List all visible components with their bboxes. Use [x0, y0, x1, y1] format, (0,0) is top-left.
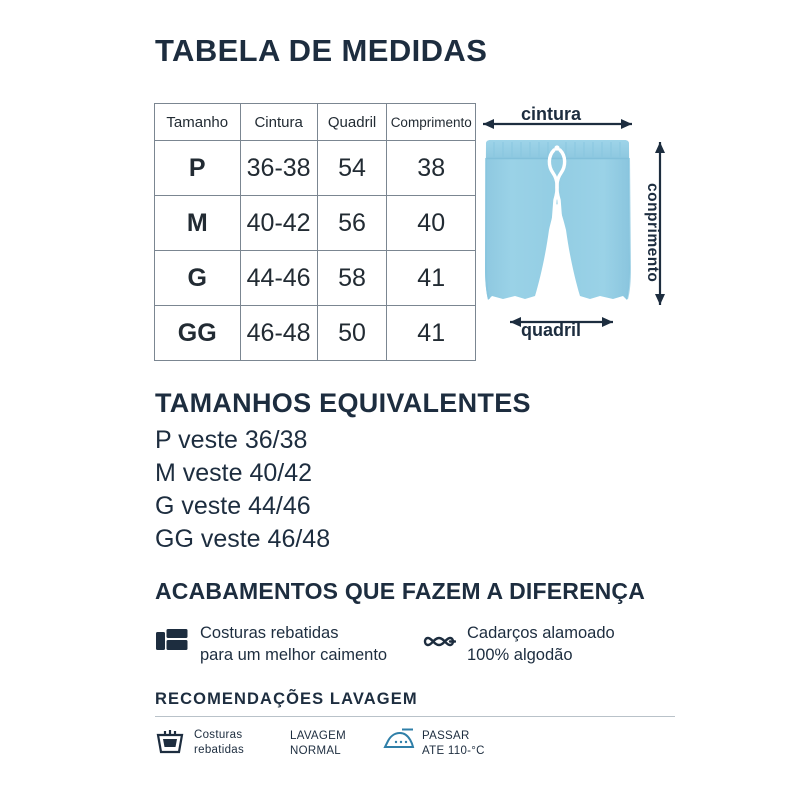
finishings-list — [155, 620, 675, 676]
list-item-text — [422, 728, 485, 759]
iron-icon — [383, 728, 413, 756]
diagram-label-comprimento: conprimento — [644, 183, 661, 283]
column-header-cintura: Cintura — [240, 104, 317, 141]
cell-tamanho: P — [155, 141, 241, 196]
list-item: P veste 36/38 — [155, 426, 308, 454]
line-1: Costuras rebatidas — [200, 624, 339, 642]
diagram-label-cintura: cintura — [521, 104, 582, 124]
column-header-quadril: Quadril — [317, 104, 387, 141]
line-2: 100% algodão — [467, 646, 573, 664]
list-item — [155, 622, 387, 666]
line-2: para um melhor caimento — [200, 646, 388, 664]
shorts-diagram — [470, 100, 695, 350]
line-2: rebatidas — [194, 744, 245, 756]
wash-heading: RECOMENDAÇÕES LAVAGEM — [155, 690, 418, 708]
table-row — [155, 196, 476, 251]
cell-cintura: 46-48 — [240, 306, 317, 361]
line-1: Costuras — [194, 729, 243, 741]
line-2: ATE 110-°C — [422, 745, 485, 757]
line-2: NORMAL — [290, 745, 342, 757]
finishings-heading: ACABAMENTOS QUE FAZEM A DIFERENÇA — [155, 578, 646, 604]
line-1: Cadarços alamoado — [467, 624, 615, 642]
equivalents-heading: TAMANHOS EQUIVALENTES — [155, 388, 531, 418]
cell-quadril: 58 — [317, 251, 387, 306]
quadril-arrow — [510, 317, 613, 327]
list-item — [290, 728, 346, 759]
page-title: TABELA DE MEDIDAS — [155, 33, 488, 68]
wash-list — [155, 728, 675, 774]
diagram-label-quadril: quadril — [521, 320, 582, 340]
table-header-row — [155, 104, 476, 141]
list-item-text — [194, 728, 244, 758]
line-1: LAVAGEM — [290, 730, 346, 742]
cell-comprimento: 40 — [387, 196, 476, 251]
cell-comprimento: 41 — [387, 306, 476, 361]
divider — [155, 716, 675, 717]
cell-tamanho: GG — [155, 306, 241, 361]
column-header-tamanho: Tamanho — [155, 104, 241, 141]
equivalents-list — [155, 424, 330, 556]
comprimento-arrow — [655, 142, 665, 305]
table-row — [155, 141, 476, 196]
wash-tub-icon — [155, 728, 185, 756]
list-item: G veste 44/46 — [155, 492, 311, 520]
table-row — [155, 251, 476, 306]
folded-seam-icon — [155, 624, 189, 658]
table-row — [155, 306, 476, 361]
cell-cintura: 36-38 — [240, 141, 317, 196]
shorts-illustration — [485, 140, 630, 300]
cell-cintura: 40-42 — [240, 196, 317, 251]
cell-comprimento: 38 — [387, 141, 476, 196]
cell-quadril: 50 — [317, 306, 387, 361]
list-item: GG veste 46/48 — [155, 525, 331, 553]
drawstring-lace-icon — [422, 624, 456, 658]
list-item: M veste 40/42 — [155, 459, 313, 487]
column-header-comprimento: Comprimento — [387, 104, 476, 141]
cell-tamanho: M — [155, 196, 241, 251]
line-1: PASSAR — [422, 730, 470, 742]
list-item-text — [290, 728, 346, 759]
list-item-text — [200, 622, 387, 666]
measurements-table — [154, 103, 476, 361]
list-item — [422, 622, 615, 666]
cell-quadril: 56 — [317, 196, 387, 251]
cell-comprimento: 41 — [387, 251, 476, 306]
cintura-arrow — [483, 119, 632, 129]
cell-cintura: 44-46 — [240, 251, 317, 306]
list-item — [383, 728, 485, 759]
list-item — [155, 728, 244, 758]
list-item-text — [467, 622, 615, 666]
cell-quadril: 54 — [317, 141, 387, 196]
cell-tamanho: G — [155, 251, 241, 306]
